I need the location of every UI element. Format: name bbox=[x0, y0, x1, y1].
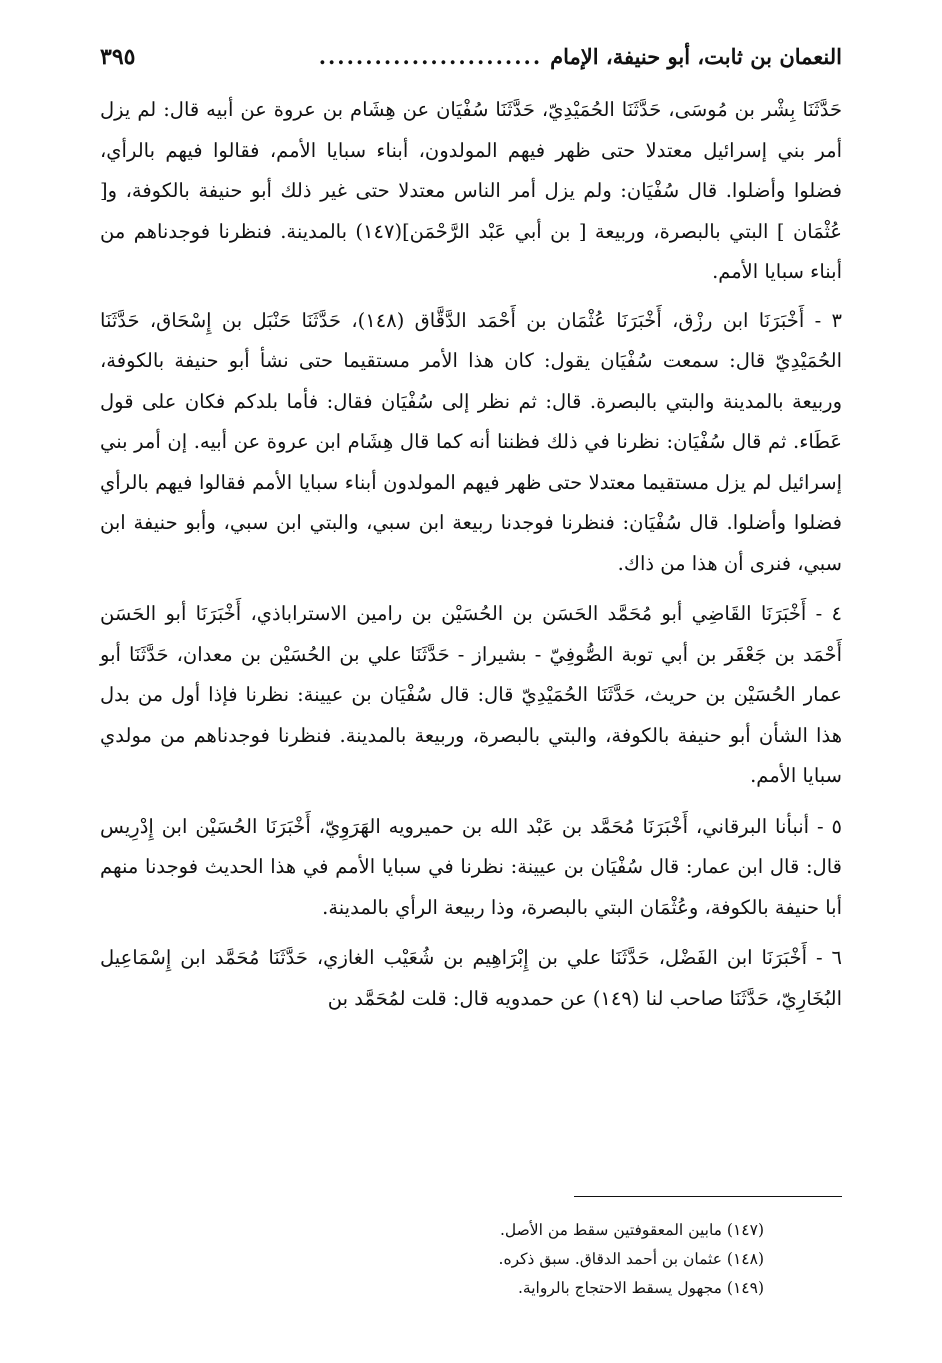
footnote-147: (١٤٧) مابين المعقوفتين سقط من الأصل. bbox=[499, 1221, 764, 1239]
page-number: ٣٩٥ bbox=[100, 44, 136, 70]
footnote-149: (١٤٩) مجهول يسقط الاحتجاج بالرواية. bbox=[517, 1279, 764, 1297]
main-text bbox=[100, 90, 842, 1019]
paragraph-5: ٦ - أَخْبَرَنَا ابن الفَضْل، حَدَّثَنَا علي بن إِبْرَاهِيم بن شُعَيْب الغازي، حَدَّثَنَا مُحَمَّد ابن إِسْمَاعِيل البُخَارِيّ، حَدَّثَنَا صاحب لنا (١٤٩) عن حمدويه قال: قلت لمُحَمَّد بن bbox=[100, 946, 842, 1010]
paragraph-1: حَدَّثَنَا بِشْر بن مُوسَى، حَدَّثَنَا الحُمَيْدِيّ، حَدَّثَنَا سُفْيَان عن هِشَام بن عروة عن أبيه قال: لم يزل أمر بني إسرائيل معتدلا حتى ظهر فيهم المولدون، أبناء سبايا الأمم، فقالوا فيهم بالرأي، فضلوا وأضلوا. قال سُفْيَان: ولم يزل أمر الناس معتدلا حتى غير ذلك أبو حنيفة بالكوفة، و[ عُثْمَان ] البتي بالبصرة، وربيعة [ بن أبي عَبْد الرَّحْمَن](١٤٧) بالمدينة. فنظرنا فوجدناهم من أبناء سبايا الأمم. bbox=[100, 98, 842, 283]
footnotes bbox=[264, 1216, 764, 1303]
paragraph-4: ٥ - أنبأنا البرقاني، أَخْبَرَنَا مُحَمَّد بن عَبْد الله بن حميرويه الهَرَوِيّ، أَخْبَرَنَا الحُسَيْن ابن إِدْرِيس قال: قال ابن عمار: قال سُفْيَان بن عيينة: نظرنا في سبايا الأمم في هذا الحديث فوجدنا منهم أبا حنيفة بالكوفة، وعُثْمَان البتي بالبصرة، وذا ربيعة الرأي بالمدينة. bbox=[100, 814, 842, 919]
footnote-separator bbox=[574, 1196, 842, 1197]
running-header bbox=[100, 44, 842, 84]
paragraph-3: ٤ - أَخْبَرَنَا القَاضِي أبو مُحَمَّد الحَسَن بن الحُسَيْن بن رامين الاستراباذي، أَخْبَرَنَا أبو الحَسَن أَحْمَد بن جَعْفَر بن أبي توبة الصُّوفِيّ - بشيراز - حَدَّثَنَا علي بن الحُسَيْن بن معدان، حَدَّثَنَا أبو عمار الحُسَيْن بن حريث، حَدَّثَنَا الحُمَيْدِيّ قال: قال سُفْيَان بن عيينة: نظرنا فإذا أول من بدل هذا الشأن أبو حنيفة بالكوفة، والبتي بالبصرة، وربيعة بالمدينة. فنظرنا فوجدناهم من مولدي سبايا الأمم. bbox=[100, 602, 842, 787]
footnote-148: (١٤٨) عثمان بن أحمد الدقاق. سبق ذكره. bbox=[498, 1250, 764, 1268]
header-title: النعمان بن ثابت، أبو حنيفة، الإمام bbox=[550, 44, 842, 69]
paragraph-2: ٣ - أَخْبَرَنَا ابن رزْق، أَخْبَرَنَا عُثْمَان بن أَحْمَد الدَّقَّاق (١٤٨)، حَدَّثَنَا حَنْبَل بن إِسْحَاق، حَدَّثَنَا الحُمَيْدِيّ قال: سمعت سُفْيَان يقول: كان هذا الأمر مستقيما حتى نشأ أبو حنيفة بالكوفة، وربيعة بالمدينة والبتي بالبصرة. قال: ثم نظر إلى سُفْيَان فقال: فأما بلدكم فكان على قول عَطَاء. ثم قال سُفْيَان: نظرنا في ذلك فظننا أنه كما قال هِشَام ابن عروة عن أبيه. إن أمر بني إسرائيل لم يزل مستقيما معتدلا حتى ظهر فيهم المولدون أبناء سبايا الأمم فقالوا فيهم بالرأي فضلوا وأضلوا. قال سُفْيَان: فنظرنا فوجدنا ربيعة ابن سبي، والبتي ابن سبي، وأبو حنيفة ابن سبي، فنرى أن هذا من ذاك. bbox=[100, 308, 843, 575]
header-leader-dots: ........................ bbox=[318, 44, 543, 69]
